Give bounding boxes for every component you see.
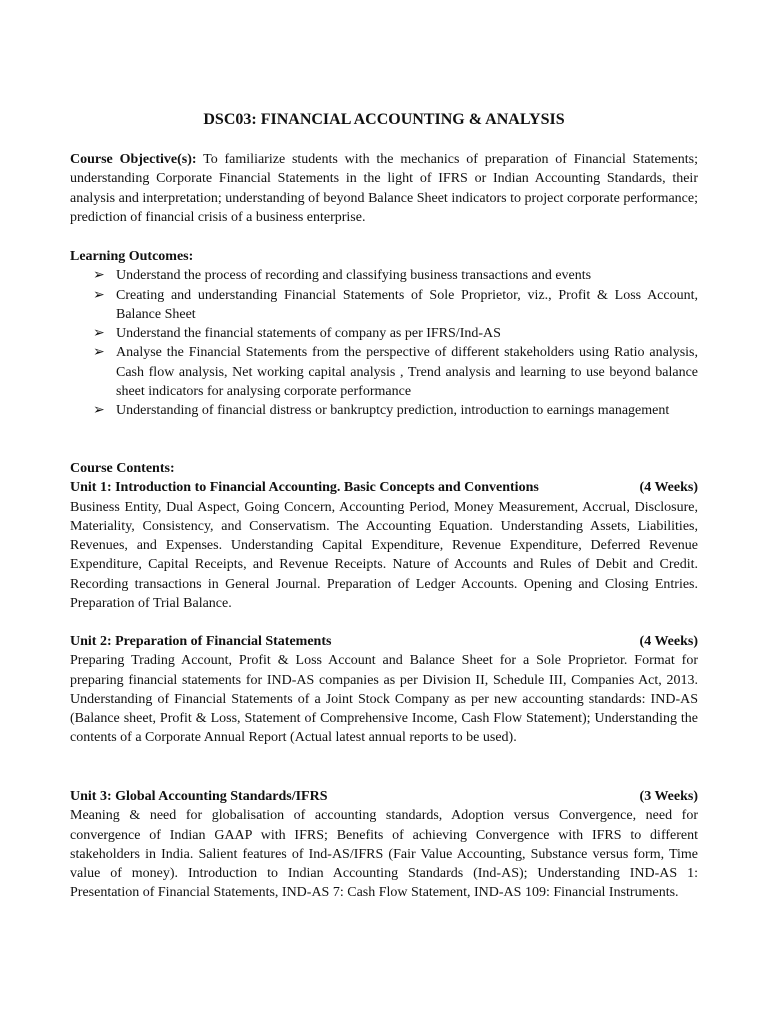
unit-duration: (4 Weeks) [639, 480, 698, 496]
unit-duration: (3 Weeks) [639, 789, 698, 804]
arrow-bullet-icon: ➢ [93, 403, 105, 419]
unit-1-heading [70, 478, 698, 497]
arrow-bullet-icon: ➢ [93, 268, 105, 284]
list-item-text: Understand the process of recording and classifying business transactions and events [116, 268, 592, 284]
course-objective-text: To familiarize students with the mechanics of preparation of Financial Statements; understanding Corporate Financial Statements in the light of IFRS or Indian Accounting Standards, their analysis and interpretation; understanding of beyond Balance Sheet indicators to project corporate performance; prediction of financial crisis of a business enterprise. [70, 152, 698, 225]
list-item [70, 286, 698, 325]
unit-3-heading [70, 787, 698, 806]
list-item [70, 343, 698, 401]
course-contents-heading: Course Contents: [70, 461, 175, 476]
arrow-bullet-icon: ➢ [93, 287, 105, 303]
list-item [70, 266, 698, 285]
unit-title: Unit 2: Preparation of Financial Statements [70, 634, 332, 649]
page-title: DSC03: FINANCIAL ACCOUNTING & ANALYSIS [203, 111, 565, 128]
unit-duration: (4 Weeks) [639, 634, 698, 649]
list-item [70, 324, 698, 343]
course-objective-paragraph [70, 150, 698, 227]
unit-title: Unit 3: Global Accounting Standards/IFRS [70, 789, 328, 804]
list-item [70, 401, 698, 420]
learning-outcomes-heading: Learning Outcomes: [70, 249, 194, 264]
list-item-text: Analyse the Financial Statements from the perspective of different stakeholders using Ratio analysis, Cash flow analysis, Net working capital analysis , Trend analysis and learning to use beyond balance sheet indicators for analysing corporate performance [116, 345, 698, 400]
learning-outcomes-section [70, 247, 698, 421]
unit-2-heading [70, 632, 698, 651]
course-objective-label: Course Objective(s): [70, 152, 197, 167]
list-item-text: Understanding of financial distress or bankruptcy prediction, introduction to earnings management [116, 403, 670, 419]
course-contents-section [70, 459, 698, 613]
list-item-text: Creating and understanding Financial Statements of Sole Proprietor, viz., Profit & Loss Account, Balance Sheet [116, 287, 698, 322]
arrow-bullet-icon: ➢ [93, 326, 105, 342]
unit-3-body: Meaning & need for globalisation of accounting standards, Adoption versus Convergence, need for convergence of Indian GAAP with IFRS; Benefits of achieving Convergence with IFRS to different stakeholders in India. Salient features of Ind-AS/IFRS (Fair Value Accounting, Substance versus form, Time value of money). Introduction to Indian Accounting Standards (Ind-AS); Understanding IND-AS 1: Presentation of Financial Statements, IND-AS 7: Cash Flow Statement, IND-AS 109: Financial Instruments. [70, 808, 698, 901]
learning-outcomes-list [70, 266, 698, 420]
list-item-text: Understand the financial statements of company as per IFRS/Ind-AS [116, 326, 501, 342]
unit-3-section [70, 787, 698, 903]
unit-title: Unit 1: Introduction to Financial Accounting. Basic Concepts and Conventions [70, 480, 539, 496]
unit-2-body: Preparing Trading Account, Profit & Loss Account and Balance Sheet for a Sole Proprietor. Format for preparing financial statements for IND-AS companies as per Division II, Schedule III, Companies Act, 2013. Understanding of Financial Statements of a Joint Stock Company as per new accounting standards: IND-AS (Balance sheet, Profit & Loss, Statement of Comprehensive Income, Cash Flow Statement); Understanding the contents of a Corporate Annual Report (Actual latest annual reports to be used). [70, 653, 698, 746]
arrow-bullet-icon: ➢ [93, 345, 105, 361]
unit-1-body: Business Entity, Dual Aspect, Going Concern, Accounting Period, Money Measurement, Accrual, Disclosure, Materiality, Consistency, and Conservatism. The Accounting Equation. Understanding Assets, Liabilities, Revenues, and Expenses. Understanding Capital Expenditure, Revenue Expenditure, Deferred Revenue Expenditure, Capital Receipts, and Revenue Receipts. Nature of Accounts and Rules of Debit and Credit. Recording transactions in General Journal. Preparation of Ledger Accounts. Opening and Closing Entries. Preparation of Trial Balance. [70, 499, 698, 612]
unit-2-section [70, 632, 698, 748]
